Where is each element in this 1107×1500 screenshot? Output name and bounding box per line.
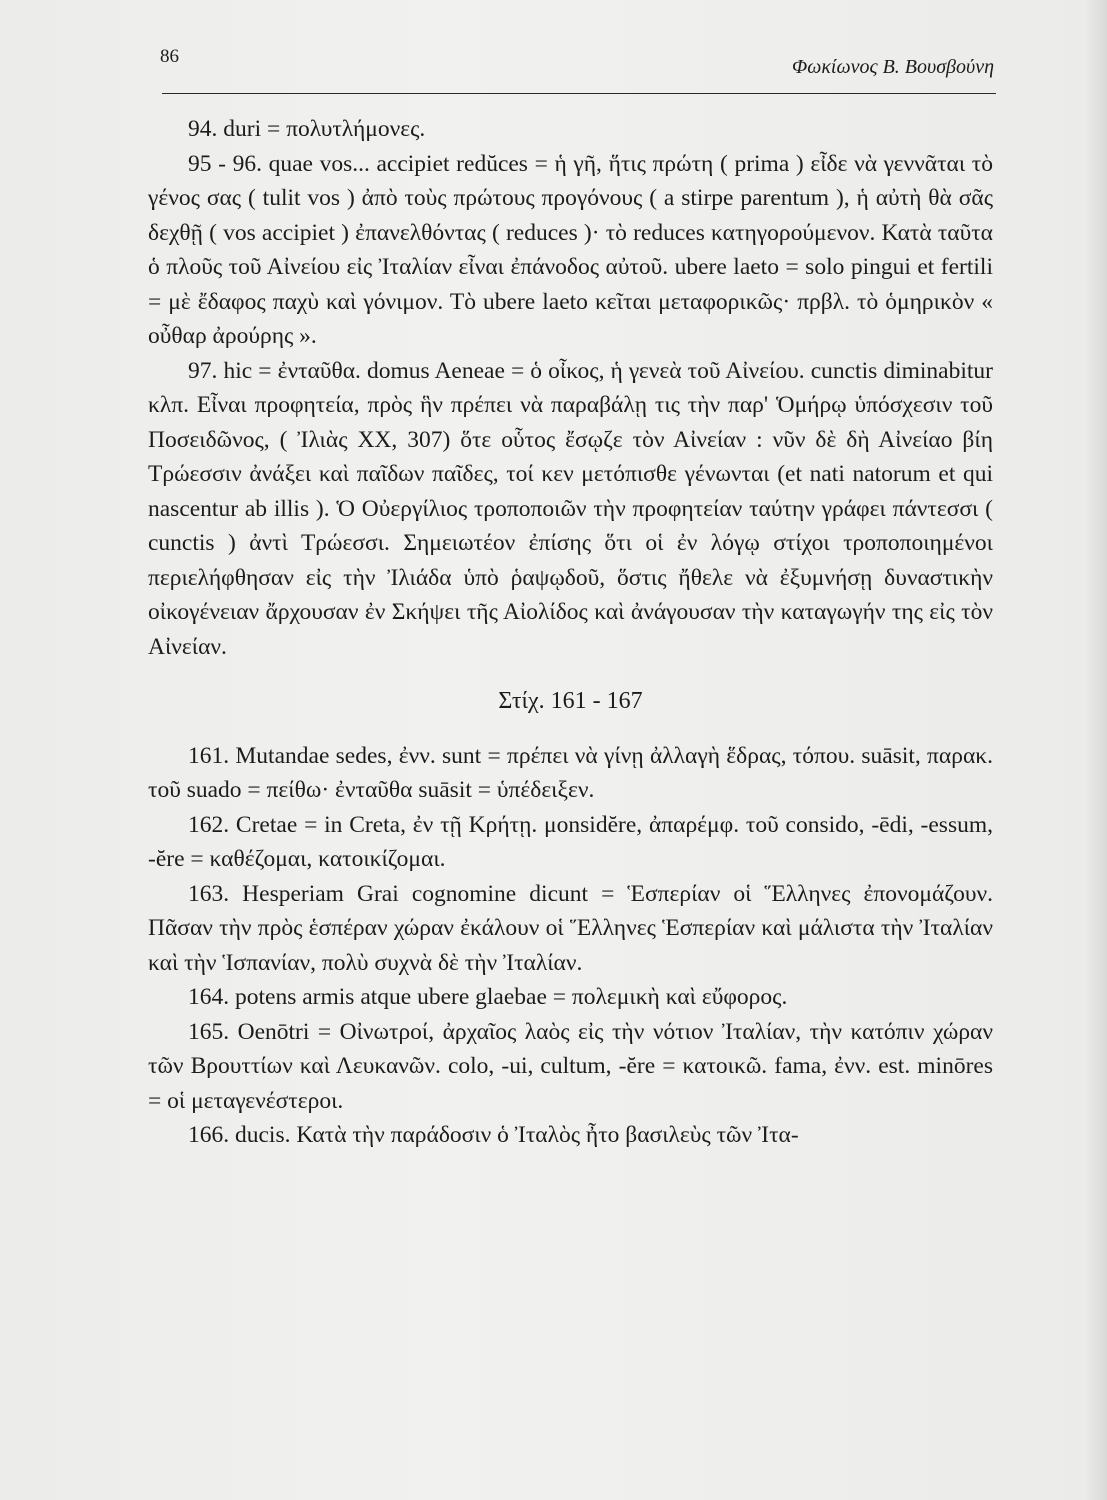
note-94: 94. duri = πολυτλήμονες.	[188, 116, 426, 142]
running-head	[160, 46, 996, 86]
page-number: 86	[160, 46, 179, 67]
note-165: 165. Oenōtri = Οἰνωτροί, ἀρχαῖος λαὸς εἰς τὴν νότιον Ἰταλίαν, τὴν κατόπιν χώραν τῶν Βρουττίων καὶ Λευκανῶν. colo, -ui, cultum, -ĕre = κατοικῶ. fama, ἐνν. est. minōres = οἱ μεταγενέστεροι.	[148, 1018, 993, 1114]
note-161: 161. Mutandae sedes, ἐνν. sunt = πρέπει νὰ γίνῃ ἀλλαγὴ ἕδρας, τόπου. suāsit, παρακ. τοῦ suado = πείθω· ἐνταῦθα suāsit = ὑπέδειξεν.	[148, 742, 993, 803]
note-163: 163. Hesperiam Grai cognomine dicunt = Ἑσπερίαν οἱ Ἕλληνες ἐπονομάζουν. Πᾶσαν τὴν πρὸς ἑσπέραν χώραν ἐκάλουν οἱ Ἕλληνες Ἑσπερίαν καὶ μάλιστα τὴν Ἰταλίαν καὶ τὴν Ἱσπανίαν, πολὺ συχνὰ δὲ τὴν Ἰταλίαν.	[148, 880, 993, 976]
header-rule	[162, 93, 996, 94]
page-edge-shadow	[1085, 0, 1107, 1500]
running-title: Φωκίωνος Β. Βουσβούνη	[791, 56, 994, 78]
body-text	[148, 112, 993, 1153]
note-162: 162. Cretae = in Creta, ἐν τῇ Κρήτῃ. μonsidĕre, ἀπαρέμφ. τοῦ consido, -ēdi, -essum, -ĕre = καθέζομαι, κατοικίζομαι.	[148, 811, 993, 872]
section-heading: Στίχ. 161 - 167	[498, 688, 643, 714]
note-97: 97. hic = ἐνταῦθα. domus Aeneae = ὁ οἶκος, ἡ γενεὰ τοῦ Αἰνείου. cunctis diminabitur κλπ. Εἶναι προφητεία, πρὸς ἣν πρέπει νὰ παραβάλῃ τις τὴν παρ' Ὁμήρῳ ὑπόσχεσιν τοῦ Ποσειδῶνος, ( Ἰλιὰς XX, 307) ὅτε οὗτος ἔσῳζε τὸν Αἰνείαν : νῦν δὲ δὴ Αἰνείαο βίη Τρώεσσιν ἀνάξει καὶ παῖδων παῖδες, τοί κεν μετόπισθε γένωνται (et nati natorum et qui nascentur ab illis ). Ὁ Οὐεργίλιος τροποποιῶν τὴν προφητείαν ταύτην γράφει πάντεσσι ( cunctis ) ἀντὶ Τρώεσσι. Σημειωτέον ἐπίσης ὅτι οἱ ἐν λόγῳ στίχοι τροποποιημένοι περιελήφθησαν εἰς τὴν Ἰλιάδα ὑπὸ ῥαψῳδοῦ, ὅστις ἤθελε νὰ ἐξυμνήσῃ δυναστικὴν οἰκογένειαν ἄρχουσαν ἐν Σκήψει τῆς Αἰολίδος καὶ ἀνάγουσαν τὴν καταγωγήν της εἰς τὸν Αἰνείαν.	[148, 357, 993, 660]
note-95-96: 95 - 96. quae vos... accipiet redŭces = ἡ γῆ, ἥτις πρώτη ( prima ) εἶδε νὰ γεννᾶται τὸ γένος σας ( tulit vos ) ἀπὸ τοὺς πρώτους προγόνους ( a stirpe parentum ), ἡ αὐτὴ θὰ σᾶς δεχθῇ ( vos accipiet ) ἐπανελθόντας ( reduces )· τὸ reduces κατηγορούμενον. Κατὰ ταῦτα ὁ πλοῦς τοῦ Αἰνείου εἰς Ἰταλίαν εἶναι ἐπάνοδος αὐτοῦ. ubere laeto = solo pingui et fertili = μὲ ἔδαφος παχὺ καὶ γόνιμον. Τὸ ubere laeto κεῖται μεταφορικῶς· πρβλ. τὸ ὁμηρικὸν « οὖθαρ ἀρούρης ».	[148, 150, 993, 349]
note-166: 166. ducis. Κατὰ τὴν παράδοσιν ὁ Ἰταλὸς ἦτο βασιλεὺς τῶν Ἰτα-	[188, 1122, 799, 1148]
note-164: 164. potens armis atque ubere glaebae = πολεμικὴ καὶ εὔφορος.	[188, 984, 788, 1010]
